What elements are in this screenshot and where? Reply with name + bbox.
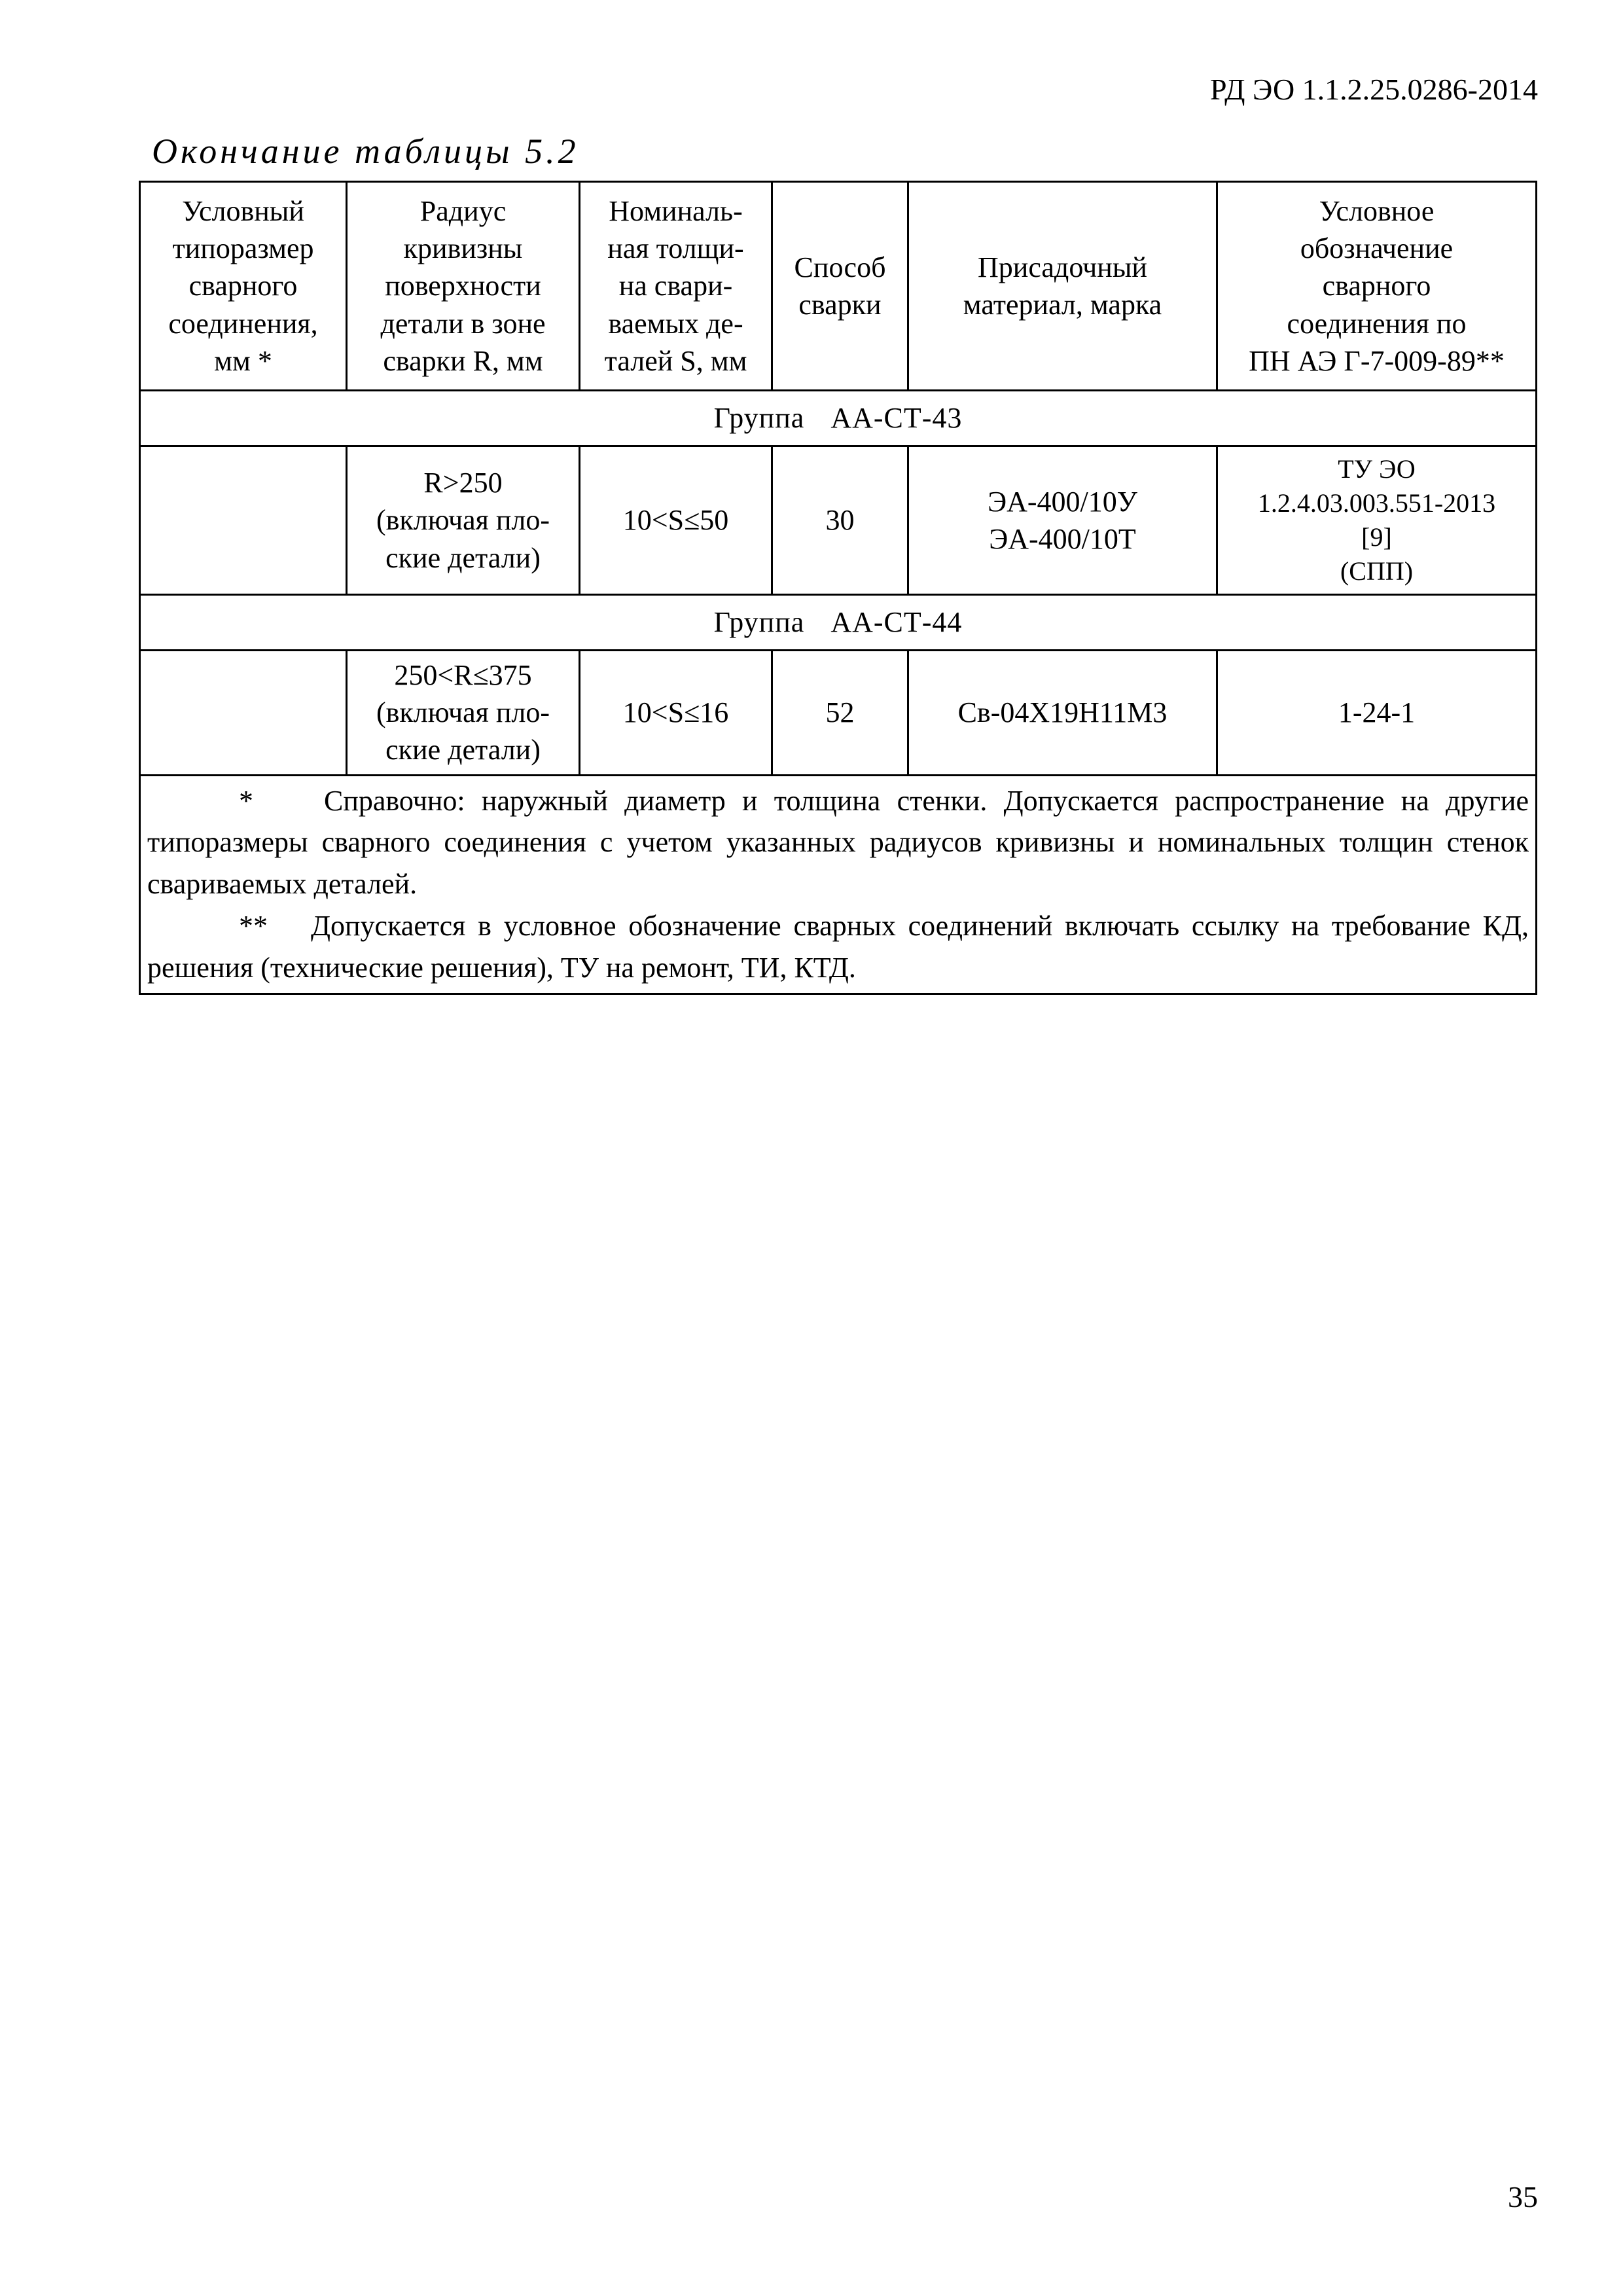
group-title-1: Группа АА-СТ-43 — [140, 391, 1537, 446]
footnote-mark-1: * — [239, 784, 253, 817]
table-caption: Окончание таблицы 5.2 — [152, 132, 579, 171]
cell-thickness: 10<S≤16 — [580, 651, 772, 776]
footnote-2 — [147, 905, 1529, 989]
footnotes-cell — [140, 775, 1537, 994]
cell-size — [140, 446, 347, 595]
table-row — [140, 446, 1537, 595]
header-thickness: Номиналь- ная толщи- на свари- ваемых де- талей S, мм — [580, 182, 772, 391]
document-code: РД ЭО 1.1.2.25.0286-2014 — [1210, 73, 1538, 106]
header-method: Способ сварки — [772, 182, 908, 391]
cell-method: 52 — [772, 651, 908, 776]
page-number: 35 — [1508, 2180, 1538, 2214]
header-material: Присадочный материал, марка — [908, 182, 1217, 391]
table-header-row — [140, 182, 1537, 391]
cell-method: 30 — [772, 446, 908, 595]
cell-designation: ТУ ЭО 1.2.4.03.003.551-2013 [9] (СПП) — [1217, 446, 1537, 595]
cell-material: Св-04Х19Н11М3 — [908, 651, 1217, 776]
group-row-2 — [140, 595, 1537, 651]
group-title-2: Группа АА-СТ-44 — [140, 595, 1537, 651]
header-radius: Радиус кривизны поверхности детали в зоне сварки R, мм — [347, 182, 580, 391]
footnote-text-2: Допускается в условное обозначение сварных соединений включать ссылку на требование КД, решения (технические решения), ТУ на ремонт, ТИ, КТД. — [147, 909, 1529, 984]
cell-radius: R>250 (включая пло- ские детали) — [347, 446, 580, 595]
table-row — [140, 651, 1537, 776]
cell-designation: 1-24-1 — [1217, 651, 1537, 776]
welding-table — [139, 181, 1537, 995]
header-designation: Условное обозначение сварного соединения по ПН АЭ Г-7-009-89** — [1217, 182, 1537, 391]
footnote-mark-2: ** — [239, 909, 268, 942]
cell-size — [140, 651, 347, 776]
footnote-1 — [147, 780, 1529, 905]
cell-thickness: 10<S≤50 — [580, 446, 772, 595]
header-size: Условный типоразмер сварного соединения, мм * — [140, 182, 347, 391]
footnotes-row — [140, 775, 1537, 994]
group-row-1 — [140, 391, 1537, 446]
footnote-text-1: Справочно: наружный диаметр и толщина стенки. Допускается распространение на другие типоразмеры сварного соединения с учетом указанных радиусов кривизны и номинальных толщин стенок свариваемых деталей. — [147, 784, 1529, 901]
cell-radius: 250<R≤375 (включая пло- ские детали) — [347, 651, 580, 776]
cell-material: ЭА-400/10У ЭА-400/10Т — [908, 446, 1217, 595]
